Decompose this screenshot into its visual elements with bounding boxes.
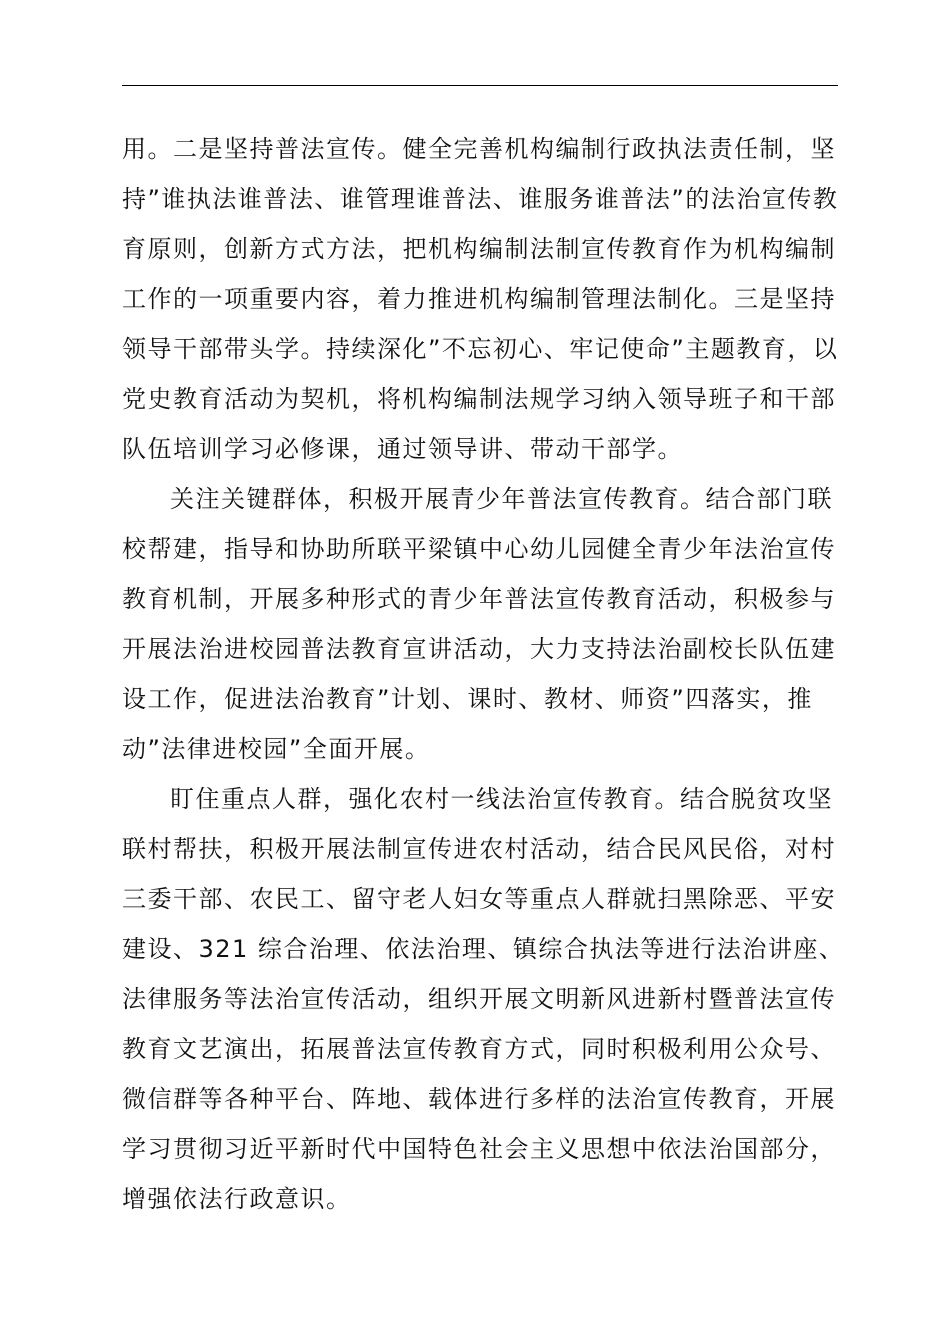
paragraph-first-line: 关注关键群体，积极开展青少年普法宣传教育。结合部门联 <box>170 485 833 513</box>
paragraph-first-line: 盯住重点人群，强化农村一线法治宣传教育。结合脱贫攻坚 <box>170 785 833 813</box>
text-line: 增强依法行政意识。 <box>122 1185 352 1213</box>
text-line: 用。二是坚持普法宣传。健全完善机构编制行政执法责任制，坚 <box>122 135 836 163</box>
text-line: 党史教育活动为契机，将机构编制法规学习纳入领导班子和干部 <box>122 385 836 413</box>
text-line: 领导干部带头学。持续深化”不忘初心、牢记使命”主题教育，以 <box>122 335 839 363</box>
text-line: 校帮建，指导和协助所联平梁镇中心幼儿园健全青少年法治宣传 <box>122 535 836 563</box>
text-line: 设工作，促进法治教育”计划、课时、教材、师资”四落实，推 <box>122 685 813 713</box>
text-line: 学习贯彻习近平新时代中国特色社会主义思想中依法治国部分， <box>122 1135 836 1163</box>
text-line: 三委干部、农民工、留守老人妇女等重点人群就扫黑除恶、平安 <box>122 885 836 913</box>
text-line: 建设、321 综合治理、依法治理、镇综合执法等进行法治讲座、 <box>122 935 845 963</box>
text-line: 法律服务等法治宣传活动，组织开展文明新风进新村暨普法宣传 <box>122 985 836 1013</box>
text-line: 持”谁执法谁普法、谁管理谁普法、谁服务谁普法”的法治宣传教 <box>122 185 839 213</box>
text-line: 动”法律进校园”全面开展。 <box>122 735 431 763</box>
text-line: 微信群等各种平台、阵地、载体进行多样的法治宣传教育，开展 <box>122 1085 836 1113</box>
text-line: 工作的一项重要内容，着力推进机构编制管理法制化。三是坚持 <box>122 285 836 313</box>
text-line: 队伍培训学习必修课，通过领导讲、带动干部学。 <box>122 435 683 463</box>
text-line: 教育机制，开展多种形式的青少年普法宣传教育活动，积极参与 <box>122 585 836 613</box>
header-rule <box>122 85 838 86</box>
document-body <box>122 124 845 1224</box>
text-line: 开展法治进校园普法教育宣讲活动，大力支持法治副校长队伍建 <box>122 635 836 663</box>
text-line: 育原则，创新方式方法，把机构编制法制宣传教育作为机构编制 <box>122 235 836 263</box>
text-line: 教育文艺演出，拓展普法宣传教育方式，同时积极利用公众号、 <box>122 1035 836 1063</box>
text-line: 联村帮扶，积极开展法制宣传进农村活动，结合民风民俗，对村 <box>122 835 836 863</box>
